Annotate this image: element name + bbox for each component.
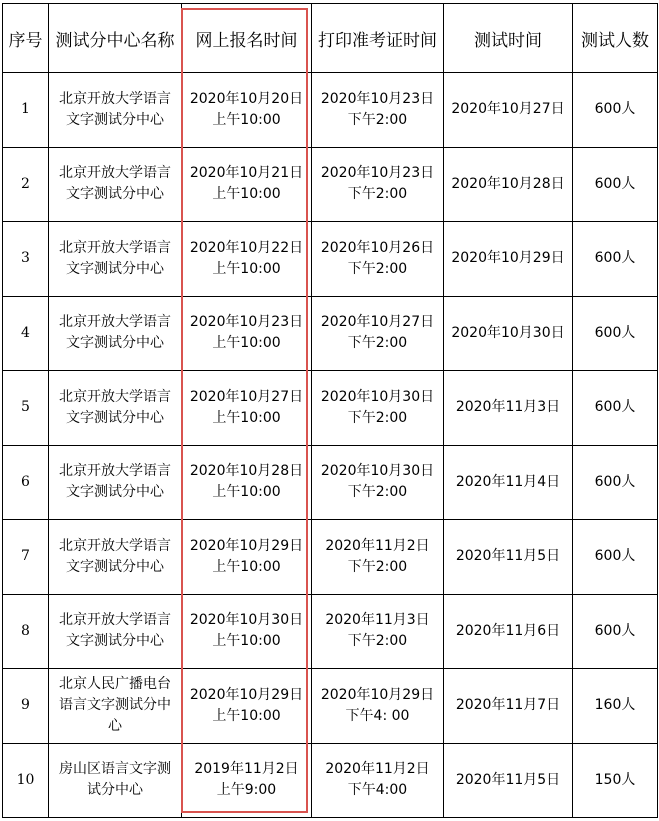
center-name <box>49 222 182 297</box>
row-index: 7 <box>3 520 49 595</box>
table-row <box>3 520 658 595</box>
center-name <box>49 743 182 818</box>
table-row <box>3 669 658 744</box>
print-hour: 下午2:00 <box>347 260 408 277</box>
registration-hour: 上午10:00 <box>212 409 281 426</box>
test-count: 160人 <box>573 669 658 744</box>
center-name-line: 文字测试分中心 <box>66 186 164 203</box>
center-name <box>49 73 182 148</box>
center-name-line: 北京开放大学语言 <box>59 463 171 480</box>
registration-time <box>182 73 312 148</box>
header-cell-registration: 网上报名时间 <box>182 4 312 73</box>
test-time: 2020年10月29日 <box>444 222 573 297</box>
registration-hour: 上午10:00 <box>212 707 281 724</box>
registration-date: 2020年10月20日 <box>189 90 304 107</box>
table-row <box>3 296 658 371</box>
center-name <box>49 296 182 371</box>
center-name-line: 语言文字测试分中 <box>59 697 171 714</box>
registration-date: 2019年11月2日 <box>194 761 299 778</box>
header-cell-test-time: 测试时间 <box>444 4 573 73</box>
row-index: 1 <box>3 73 49 148</box>
center-name <box>49 445 182 520</box>
registration-hour: 上午10:00 <box>212 186 281 203</box>
registration-date: 2020年10月29日 <box>189 537 304 554</box>
registration-date: 2020年10月28日 <box>189 463 304 480</box>
center-name-line: 文字测试分中心 <box>66 409 164 426</box>
center-name-line: 文字测试分中心 <box>66 111 164 128</box>
table-row <box>3 743 658 818</box>
test-time: 2020年11月6日 <box>444 594 573 669</box>
print-hour: 下午4: 00 <box>345 707 410 724</box>
print-hour: 下午2:00 <box>347 558 408 575</box>
print-date: 2020年10月26日 <box>320 239 435 256</box>
center-name <box>49 147 182 222</box>
center-name <box>49 594 182 669</box>
registration-date: 2020年10月21日 <box>189 165 304 182</box>
print-time <box>312 520 444 595</box>
schedule-table <box>2 3 658 818</box>
center-name-line: 试分中心 <box>87 782 143 799</box>
table-row <box>3 147 658 222</box>
print-date: 2020年10月30日 <box>320 463 435 480</box>
center-name-line: 房山区语言文字测 <box>59 761 171 778</box>
test-count: 600人 <box>573 73 658 148</box>
print-time <box>312 147 444 222</box>
center-name-line: 文字测试分中心 <box>66 633 164 650</box>
registration-hour: 上午10:00 <box>212 633 281 650</box>
print-hour: 下午2:00 <box>347 111 408 128</box>
center-name-line: 文字测试分中心 <box>66 335 164 352</box>
test-count: 600人 <box>573 222 658 297</box>
center-name-line: 北京开放大学语言 <box>59 239 171 256</box>
print-time <box>312 594 444 669</box>
registration-time <box>182 222 312 297</box>
test-time: 2020年10月30日 <box>444 296 573 371</box>
test-count: 600人 <box>573 147 658 222</box>
print-hour: 下午2:00 <box>347 409 408 426</box>
test-count: 150人 <box>573 743 658 818</box>
print-date: 2020年11月3日 <box>325 612 430 629</box>
test-time: 2020年11月5日 <box>444 743 573 818</box>
header-cell-index: 序号 <box>3 4 49 73</box>
test-count: 600人 <box>573 445 658 520</box>
center-name-line: 北京开放大学语言 <box>59 537 171 554</box>
print-date: 2020年10月23日 <box>320 90 435 107</box>
print-date: 2020年10月27日 <box>320 314 435 331</box>
header-cell-print: 打印准考证时间 <box>312 4 444 73</box>
registration-hour: 上午10:00 <box>212 558 281 575</box>
table-row <box>3 73 658 148</box>
test-time: 2020年11月7日 <box>444 669 573 744</box>
test-count: 600人 <box>573 371 658 446</box>
center-name-line: 文字测试分中心 <box>66 558 164 575</box>
center-name <box>49 371 182 446</box>
test-count: 600人 <box>573 594 658 669</box>
print-hour: 下午2:00 <box>347 484 408 501</box>
print-time <box>312 371 444 446</box>
center-name <box>49 669 182 744</box>
registration-time <box>182 296 312 371</box>
registration-time <box>182 371 312 446</box>
test-time: 2020年10月28日 <box>444 147 573 222</box>
header-cell-count: 测试人数 <box>573 4 658 73</box>
print-date: 2020年11月2日 <box>325 761 430 778</box>
print-date: 2020年10月29日 <box>320 686 435 703</box>
print-date: 2020年10月30日 <box>320 388 435 405</box>
print-date: 2020年11月2日 <box>325 537 430 554</box>
print-hour: 下午4:00 <box>347 782 408 799</box>
registration-date: 2020年10月29日 <box>189 686 304 703</box>
registration-time <box>182 669 312 744</box>
registration-hour: 上午9:00 <box>216 782 277 799</box>
row-index: 8 <box>3 594 49 669</box>
print-time <box>312 222 444 297</box>
print-time <box>312 73 444 148</box>
table-row <box>3 371 658 446</box>
test-time: 2020年10月27日 <box>444 73 573 148</box>
center-name-line: 北京开放大学语言 <box>59 314 171 331</box>
print-hour: 下午2:00 <box>347 633 408 650</box>
row-index: 4 <box>3 296 49 371</box>
row-index: 2 <box>3 147 49 222</box>
registration-date: 2020年10月30日 <box>189 612 304 629</box>
print-time <box>312 743 444 818</box>
registration-hour: 上午10:00 <box>212 260 281 277</box>
registration-time <box>182 594 312 669</box>
registration-time <box>182 445 312 520</box>
center-name-line: 北京开放大学语言 <box>59 165 171 182</box>
center-name <box>49 520 182 595</box>
print-time <box>312 296 444 371</box>
registration-hour: 上午10:00 <box>212 484 281 501</box>
test-time: 2020年11月4日 <box>444 445 573 520</box>
center-name-line: 北京开放大学语言 <box>59 612 171 629</box>
center-name-line: 心 <box>108 718 122 735</box>
registration-hour: 上午10:00 <box>212 111 281 128</box>
table-row <box>3 445 658 520</box>
registration-hour: 上午10:00 <box>212 335 281 352</box>
center-name-line: 北京开放大学语言 <box>59 90 171 107</box>
table-row <box>3 222 658 297</box>
center-name-line: 文字测试分中心 <box>66 260 164 277</box>
print-hour: 下午2:00 <box>347 186 408 203</box>
center-name-line: 北京人民广播电台 <box>59 676 171 693</box>
row-index: 10 <box>3 743 49 818</box>
registration-date: 2020年10月23日 <box>189 314 304 331</box>
print-time <box>312 445 444 520</box>
test-count: 600人 <box>573 520 658 595</box>
registration-time <box>182 743 312 818</box>
header-cell-center: 测试分中心名称 <box>49 4 182 73</box>
row-index: 9 <box>3 669 49 744</box>
center-name-line: 文字测试分中心 <box>66 484 164 501</box>
print-time <box>312 669 444 744</box>
registration-date: 2020年10月22日 <box>189 239 304 256</box>
test-time: 2020年11月5日 <box>444 520 573 595</box>
row-index: 5 <box>3 371 49 446</box>
test-count: 600人 <box>573 296 658 371</box>
registration-date: 2020年10月27日 <box>189 388 304 405</box>
test-time: 2020年11月3日 <box>444 371 573 446</box>
registration-time <box>182 147 312 222</box>
header-row <box>3 4 658 73</box>
center-name-line: 北京开放大学语言 <box>59 388 171 405</box>
registration-time <box>182 520 312 595</box>
print-hour: 下午2:00 <box>347 335 408 352</box>
print-date: 2020年10月23日 <box>320 165 435 182</box>
row-index: 3 <box>3 222 49 297</box>
table-row <box>3 594 658 669</box>
row-index: 6 <box>3 445 49 520</box>
